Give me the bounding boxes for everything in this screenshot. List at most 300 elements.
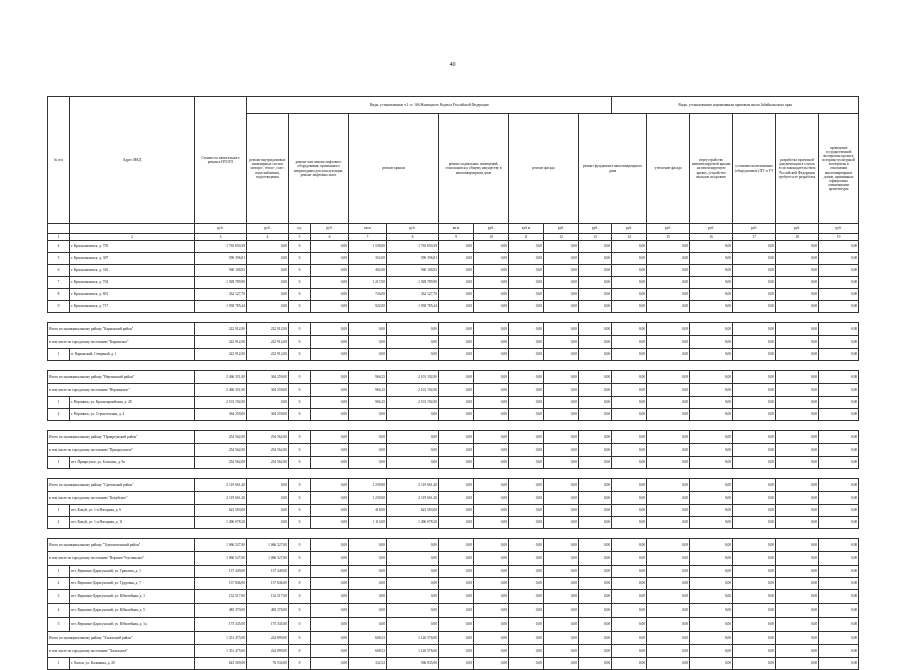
table-cell: 608,52 [349, 645, 387, 658]
table-cell: 0,00 [387, 444, 439, 457]
table-cell: 0,00 [544, 277, 579, 289]
table-cell: 0,00 [690, 505, 733, 517]
table-cell: 0,00 [690, 397, 733, 409]
table-cell: 175 345,00 [247, 618, 289, 632]
table-cell: 0,00 [647, 336, 690, 349]
table-cell: 0,00 [776, 323, 819, 336]
table-cell: 0,00 [387, 604, 439, 618]
table-cell: 0,00 [439, 604, 474, 618]
spacer-cell [48, 361, 859, 371]
table-cell: 222 912,00 [247, 336, 289, 349]
table-cell: 0,00 [612, 479, 647, 492]
table-cell: 726,00 [349, 289, 387, 301]
col-number: 18 [776, 234, 819, 241]
table-cell: 137 449,00 [247, 566, 289, 578]
table-cell: 0,00 [439, 552, 474, 566]
table-cell: 0,00 [819, 289, 859, 301]
table-cell: 0,00 [819, 604, 859, 618]
table-cell: 0 [289, 552, 311, 566]
table-cell: 0 [289, 336, 311, 349]
table-cell: 0,00 [819, 590, 859, 604]
table-cell: 0,00 [349, 552, 387, 566]
table-cell: 0,00 [439, 349, 474, 361]
table-cell: 0,00 [474, 604, 509, 618]
subtotal-label: в том числе по городскому поселению "Нерчинское" [48, 384, 195, 397]
table-cell: 0,00 [311, 241, 349, 253]
table-cell: 0,00 [733, 539, 776, 552]
table-cell: 0,00 [733, 371, 776, 384]
subtotal-row [48, 492, 859, 505]
subtotal-row [48, 323, 859, 336]
table-cell: 0,00 [579, 384, 612, 397]
table-cell: 0,00 [349, 349, 387, 361]
table-cell: 0,00 [647, 590, 690, 604]
table-cell: 0,00 [311, 566, 349, 578]
table-cell: 222 912,00 [195, 349, 247, 361]
col-number: 2 [70, 234, 195, 241]
table-cell: 0,00 [247, 241, 289, 253]
table-cell: 0,00 [509, 371, 544, 384]
table-cell: 0,00 [819, 277, 859, 289]
unit-cell: руб. [247, 224, 289, 234]
table-cell: 0,00 [612, 277, 647, 289]
table-cell: 0,00 [387, 323, 439, 336]
table-cell: 0,00 [439, 277, 474, 289]
table-cell: 0,00 [612, 323, 647, 336]
table-cell: 0,00 [509, 431, 544, 444]
table-cell: 0 [289, 645, 311, 658]
table-cell: 0,00 [311, 505, 349, 517]
table-cell: 1 126 576,00 [387, 645, 439, 658]
table-row [48, 241, 859, 253]
table-cell: 0,00 [733, 632, 776, 645]
table-cell: 0,00 [544, 539, 579, 552]
table-cell: 0,00 [474, 384, 509, 397]
table-cell: 0,00 [439, 539, 474, 552]
table-cell: 0,00 [387, 457, 439, 469]
subtotal-label: в том числе по городскому поселению "Приаргунское" [48, 444, 195, 457]
table-cell: 0,00 [733, 578, 776, 590]
table-cell: 0,00 [349, 323, 387, 336]
table-cell: 0,00 [311, 253, 349, 265]
table-cell: 0,00 [387, 349, 439, 361]
table-cell: 0,00 [474, 349, 509, 361]
header-col-foundation: ремонт фундамента многоквартирного дома [579, 114, 647, 224]
table-cell: 0,00 [579, 590, 612, 604]
table-cell: 0,00 [776, 336, 819, 349]
table-cell: 0,00 [612, 590, 647, 604]
row-number: 1 [48, 505, 70, 517]
table-cell: 0,00 [474, 566, 509, 578]
header-group-federal: Виды, установленные ч.1 ст. 166 Жилищного Кодекса Российской Федерации [247, 97, 612, 114]
table-cell: 0,00 [544, 517, 579, 529]
table-cell: 0,00 [690, 349, 733, 361]
table-cell: 0,00 [776, 590, 819, 604]
table-cell: 0,00 [733, 349, 776, 361]
address-cell: пгт. Вершино-Дарасунский, ул. Юбилейная, д. 1 [70, 590, 195, 604]
table-cell: 0,00 [819, 371, 859, 384]
table-cell: 0 [289, 632, 311, 645]
table-cell: 0,00 [819, 444, 859, 457]
table-cell: 0 [289, 371, 311, 384]
row-number: 1 [48, 349, 70, 361]
table-row [48, 658, 859, 670]
table-cell: 0,00 [509, 517, 544, 529]
table-cell: 0,00 [474, 552, 509, 566]
table-cell: 0,00 [733, 397, 776, 409]
table-cell: 0,00 [509, 265, 544, 277]
table-cell: 560 108,82 [387, 265, 439, 277]
table-cell: 0,00 [612, 241, 647, 253]
table-cell: 0,00 [612, 336, 647, 349]
table-cell: 0,00 [733, 566, 776, 578]
table-cell: 1 928 789,90 [387, 277, 439, 289]
row-number: 8 [48, 289, 70, 301]
table-cell: 0,00 [509, 397, 544, 409]
table-cell: 1 351 475,00 [195, 632, 247, 645]
table-cell: 0,00 [647, 578, 690, 590]
col-number: 3 [195, 234, 247, 241]
table-cell: 0,00 [819, 384, 859, 397]
table-cell: 0,00 [579, 578, 612, 590]
table-cell: 0,00 [509, 277, 544, 289]
table-cell: 0,00 [819, 336, 859, 349]
table-cell: 643 369,00 [195, 658, 247, 670]
table-cell: 483 370,00 [195, 604, 247, 618]
table-cell: 0,00 [612, 397, 647, 409]
table-cell: 0,00 [544, 384, 579, 397]
table-cell: 0,00 [819, 253, 859, 265]
table-cell: 364 259,00 [247, 409, 289, 421]
table-cell: 0,00 [819, 552, 859, 566]
table-cell: 966,25 [349, 397, 387, 409]
table-cell: 222 912,00 [195, 323, 247, 336]
address-cell: г. Краснокаменск, д. 307 [70, 253, 195, 265]
row-spacer [48, 469, 859, 479]
table-cell: 0,00 [819, 397, 859, 409]
table-cell: 0,00 [647, 457, 690, 469]
table-cell: 0,00 [647, 301, 690, 313]
table-cell: 0,00 [579, 241, 612, 253]
table-cell: 132 517,00 [247, 590, 289, 604]
row-number: 9 [48, 301, 70, 313]
table-cell: 0,00 [349, 336, 387, 349]
table-cell: 0,00 [439, 409, 474, 421]
table-cell: 0,00 [544, 658, 579, 670]
table-cell: 0,00 [579, 371, 612, 384]
table-cell: 0,00 [474, 277, 509, 289]
address-cell: п. Карымский, Северный, д. 1 [70, 349, 195, 361]
table-cell: 1 496 078,20 [387, 517, 439, 529]
table-cell: 0,00 [387, 590, 439, 604]
table-cell: 0,00 [311, 457, 349, 469]
table-cell: 0,00 [612, 253, 647, 265]
row-number: 2 [48, 578, 70, 590]
unit-cell: руб. [776, 224, 819, 234]
address-cell: пгт. Вершино-Дарасунский, ул. Юбилейная, д. 1а [70, 618, 195, 632]
table-header [48, 97, 859, 241]
col-number: 14 [612, 234, 647, 241]
table-cell: 0,00 [474, 457, 509, 469]
table-cell: 0,00 [544, 336, 579, 349]
table-cell: 0,00 [579, 618, 612, 632]
table-cell: 222 912,00 [247, 323, 289, 336]
table-cell: 0,00 [544, 241, 579, 253]
subtotal-row [48, 479, 859, 492]
table-cell: 0,00 [733, 618, 776, 632]
table-cell: 0 [289, 384, 311, 397]
table-cell: 0,00 [647, 277, 690, 289]
table-cell: 2 466 351,00 [195, 384, 247, 397]
table-cell: 2 101 192,00 [387, 397, 439, 409]
table-cell: 0,00 [474, 323, 509, 336]
table-cell: 0,00 [579, 397, 612, 409]
table-cell: 0,00 [439, 241, 474, 253]
table-cell: 0,00 [819, 457, 859, 469]
table-cell: 0,00 [819, 539, 859, 552]
table-cell: 0,00 [690, 658, 733, 670]
table-cell: 0,00 [612, 289, 647, 301]
table-cell: 0 [289, 658, 311, 670]
table-cell: 1 938 785,44 [195, 301, 247, 313]
row-spacer [48, 361, 859, 371]
col-number: 9 [439, 234, 474, 241]
table-cell: 1 351 475,00 [195, 645, 247, 658]
table-cell: 0,00 [474, 517, 509, 529]
table-cell: 966,25 [349, 384, 387, 397]
table-cell: 0,00 [247, 277, 289, 289]
table-cell: 1 538,00 [349, 241, 387, 253]
table-cell: 0,00 [439, 323, 474, 336]
table-cell: 1 765 650,39 [387, 241, 439, 253]
header-col-expertise: проведение государственной экспертизы проекта, историко-культурной экспертизы в отношении многоквартирных домов, признанных официально памятниками архитектуры [819, 114, 859, 224]
table-cell: 0,00 [544, 552, 579, 566]
table-cell: 0,00 [439, 632, 474, 645]
table-cell: 0,00 [819, 301, 859, 313]
table-cell: 0,00 [349, 444, 387, 457]
table-cell: 0,00 [311, 265, 349, 277]
row-number: 4 [48, 604, 70, 618]
table-cell: 0,00 [439, 301, 474, 313]
table-cell: 0,00 [311, 517, 349, 529]
subtotal-label: в том числе по городскому поселению "Кокуйское" [48, 492, 195, 505]
table-cell: 0,00 [439, 444, 474, 457]
table-cell: 0,00 [819, 479, 859, 492]
table-cell: 0,00 [819, 241, 859, 253]
row-number: 4 [48, 241, 70, 253]
table-cell: 0,00 [733, 289, 776, 301]
table-cell: 0,00 [247, 517, 289, 529]
table-cell: 0,00 [612, 645, 647, 658]
table-cell: 0,00 [733, 277, 776, 289]
row-spacer [48, 529, 859, 539]
table-cell: 0,00 [311, 397, 349, 409]
table-cell: 0,00 [690, 265, 733, 277]
table-cell: 0,00 [439, 479, 474, 492]
table-cell: 0,00 [311, 336, 349, 349]
table-cell: 222 912,00 [247, 349, 289, 361]
address-cell: г. Краснокаменск, д. 704 [70, 277, 195, 289]
table-cell: 0 [289, 492, 311, 505]
spacer-cell [48, 421, 859, 431]
table-cell: 0,00 [647, 539, 690, 552]
table-cell: 0,00 [247, 289, 289, 301]
table-cell: 0,00 [690, 371, 733, 384]
table-cell: 0,00 [612, 517, 647, 529]
table-cell: 0,00 [544, 479, 579, 492]
table-cell: 0,00 [311, 371, 349, 384]
unit-cell: руб. [819, 224, 859, 234]
table-cell: 0,00 [733, 384, 776, 397]
spacer-cell [48, 529, 859, 539]
address-cell: г. Краснокаменск, д. 801 [70, 289, 195, 301]
table-cell: 0,00 [690, 409, 733, 421]
table-cell: 0,00 [349, 539, 387, 552]
table-cell: 364 259,00 [247, 371, 289, 384]
table-cell: 0,00 [544, 323, 579, 336]
table-cell: 0,00 [690, 336, 733, 349]
table-cell: 0,00 [733, 645, 776, 658]
subtotal-label: Итого по муниципальному району "Тунгокоченский район" [48, 539, 195, 552]
address-cell: пгт. Вершино-Дарасунский, ул. Трудовая, д. 7 [70, 578, 195, 590]
subtotal-label: Итого по муниципальному району "Сретенский район" [48, 479, 195, 492]
table-cell: 0,00 [733, 457, 776, 469]
table-cell: 2 119 661,20 [195, 479, 247, 492]
table-cell: 0,00 [690, 301, 733, 313]
table-cell: 402,00 [349, 265, 387, 277]
table-cell: 0,00 [776, 539, 819, 552]
table-cell: 0,00 [544, 349, 579, 361]
table-cell: 0 [289, 479, 311, 492]
unit-cell: руб. [195, 224, 247, 234]
table-cell: 0,00 [439, 590, 474, 604]
address-cell: пгт. Кокуй, ул. 1-я Нагорная, д. 11 [70, 517, 195, 529]
table-cell: 0,00 [544, 578, 579, 590]
table-cell: 0,00 [612, 444, 647, 457]
table-cell: 254 562,00 [247, 457, 289, 469]
table-cell: 566 835,00 [387, 658, 439, 670]
subtotal-row [48, 384, 859, 397]
col-number: 11 [509, 234, 544, 241]
table-cell: 0 [289, 517, 311, 529]
row-number: 1 [48, 658, 70, 670]
header-col-meters: установка коллективных (общедомовых) ПУ и УУ [733, 114, 776, 224]
table-cell: 0,00 [439, 658, 474, 670]
table-cell: 0,00 [579, 323, 612, 336]
table-cell: 0,00 [311, 539, 349, 552]
table-cell: 0,00 [647, 409, 690, 421]
table-cell: 76 534,00 [247, 658, 289, 670]
table-cell: 0,00 [690, 431, 733, 444]
table-row [48, 409, 859, 421]
table-cell: 0,00 [387, 539, 439, 552]
table-cell: 0 [289, 397, 311, 409]
table-cell: 0,00 [612, 658, 647, 670]
table-cell: 0,00 [311, 618, 349, 632]
table-cell: 0,00 [349, 604, 387, 618]
col-number: 8 [387, 234, 439, 241]
table-cell: 0,00 [439, 289, 474, 301]
subtotal-row [48, 645, 859, 658]
table-cell: 0,00 [612, 431, 647, 444]
table-cell: 0,00 [474, 371, 509, 384]
table-cell: 0,00 [474, 658, 509, 670]
table-cell: 0,00 [474, 632, 509, 645]
table-cell: 0,00 [690, 289, 733, 301]
table-cell: 0,00 [612, 409, 647, 421]
col-number: 10 [474, 234, 509, 241]
table-cell: 1 938 785,44 [387, 301, 439, 313]
table-cell: 2 119 661,20 [195, 492, 247, 505]
table-cell: 0,00 [647, 253, 690, 265]
table-cell: 0,00 [647, 618, 690, 632]
table-cell: 0,00 [647, 349, 690, 361]
table-cell: 0,00 [474, 505, 509, 517]
table-cell: 0,00 [474, 590, 509, 604]
table-cell: 0,00 [509, 505, 544, 517]
table-cell: 0,00 [509, 253, 544, 265]
table-cell: 0,00 [544, 604, 579, 618]
row-number: 5 [48, 618, 70, 632]
table-cell: 0,00 [247, 253, 289, 265]
table-cell: 0,00 [819, 349, 859, 361]
col-number: 1 [48, 234, 70, 241]
table-cell: 0,00 [579, 444, 612, 457]
table-cell: 0,00 [579, 505, 612, 517]
table-cell: 0,00 [509, 618, 544, 632]
table-cell: 137 846,00 [195, 578, 247, 590]
table-cell: 0,00 [579, 409, 612, 421]
capital-repair-table [47, 96, 859, 670]
table-cell: 0,00 [579, 349, 612, 361]
table-cell: 0,00 [647, 566, 690, 578]
table-cell: 0,00 [544, 371, 579, 384]
table-cell: 0,00 [612, 384, 647, 397]
table-cell: 0,00 [509, 479, 544, 492]
table-cell: 0 [289, 409, 311, 421]
table-cell: 0,00 [690, 517, 733, 529]
table-cell: 0,00 [387, 618, 439, 632]
row-number: 1 [48, 457, 70, 469]
table-cell: 418,00 [349, 505, 387, 517]
table-cell: 0,00 [509, 566, 544, 578]
table-row [48, 265, 859, 277]
table-cell: 0 [289, 578, 311, 590]
table-cell: 0,00 [690, 632, 733, 645]
table-cell: 0 [289, 590, 311, 604]
table-cell: 0,00 [509, 301, 544, 313]
table-cell: 0,00 [544, 444, 579, 457]
col-number: 4 [247, 234, 289, 241]
address-cell: г. Нерчинск, ул. Строительная, д. 2 [70, 409, 195, 421]
table-cell: 0,00 [544, 457, 579, 469]
col-number: 19 [819, 234, 859, 241]
table-cell: 0,00 [647, 604, 690, 618]
table-cell: 0,00 [349, 409, 387, 421]
table-cell: 0 [289, 277, 311, 289]
table-cell: 0,00 [776, 604, 819, 618]
table-cell: 0,00 [579, 277, 612, 289]
table-cell: 0,00 [349, 566, 387, 578]
spacer-cell [48, 313, 859, 323]
header-col-design-docs: разработка проектной документации в случае, если законодательством Российской Федерации требуется ее разработка [776, 114, 819, 224]
table-cell: 0,00 [733, 492, 776, 505]
col-number: 12 [544, 234, 579, 241]
table-cell: 137 846,00 [247, 578, 289, 590]
table-cell: 364 259,00 [195, 409, 247, 421]
table-cell: 608,52 [349, 632, 387, 645]
table-cell: 0,00 [776, 349, 819, 361]
